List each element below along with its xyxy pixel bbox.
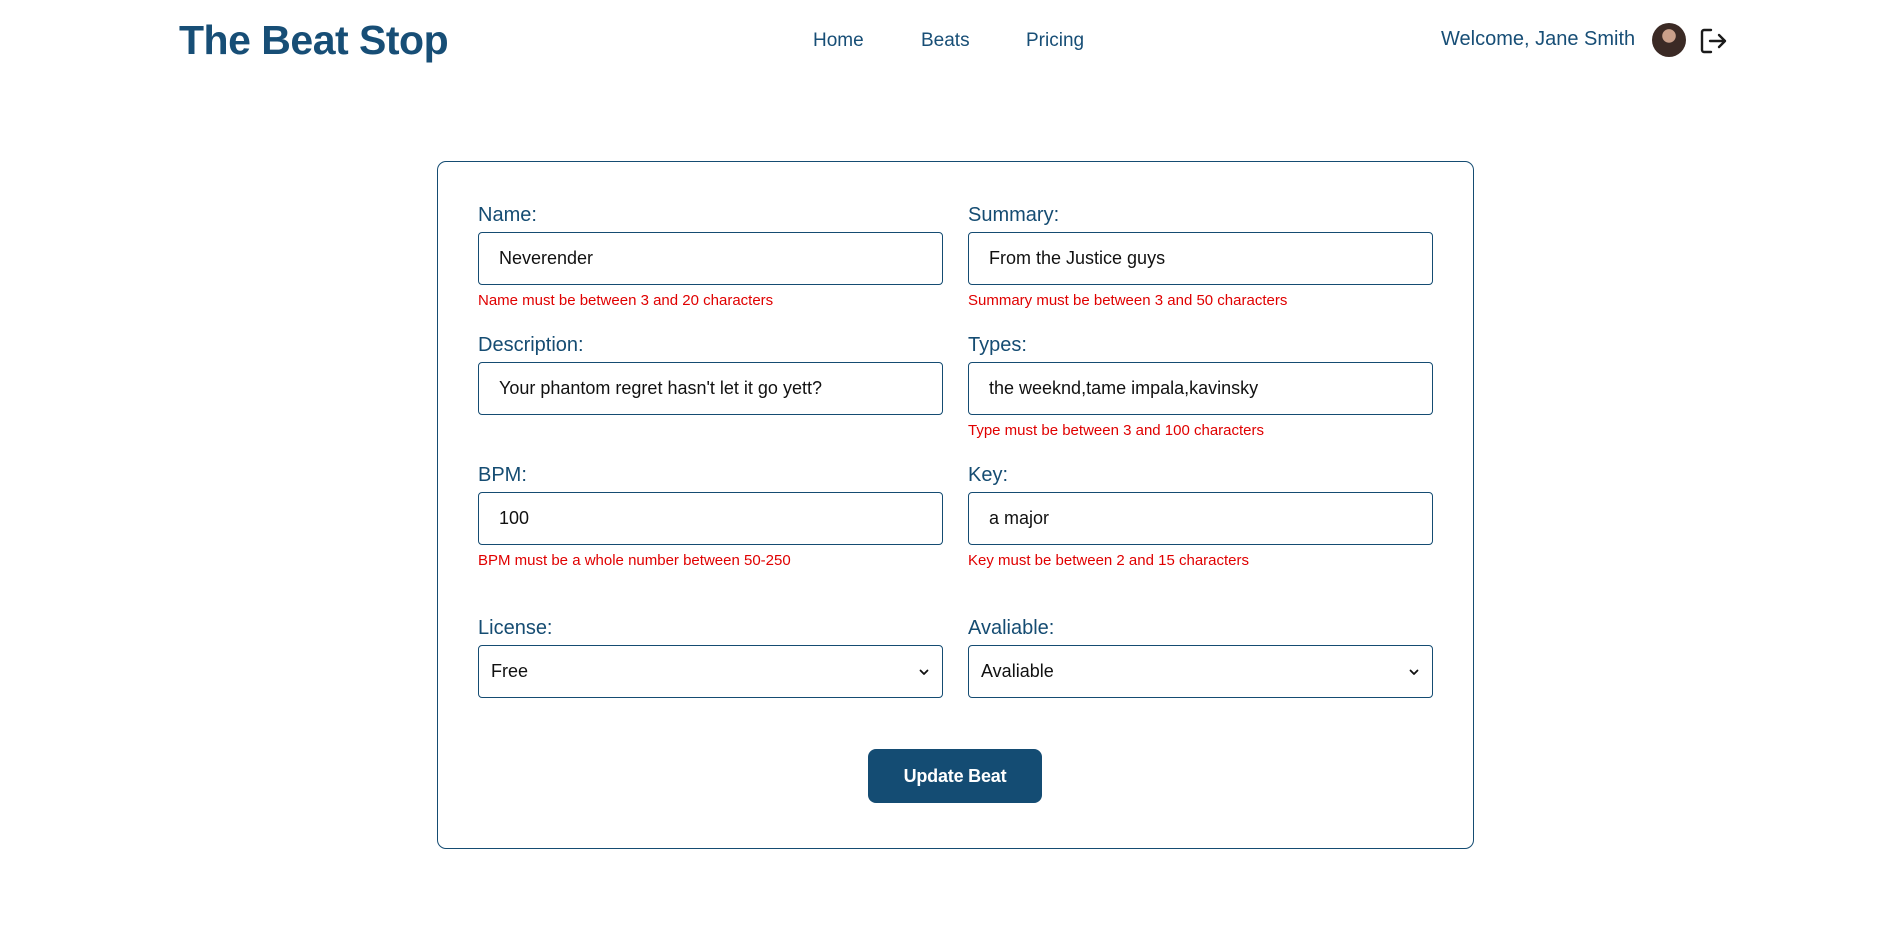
top-nav	[0, 0, 1898, 82]
user-avatar[interactable]	[1652, 23, 1686, 57]
types-error: Type must be between 3 and 100 characters	[968, 422, 1265, 439]
summary-field	[968, 204, 1433, 312]
key-input[interactable]: a major	[968, 492, 1433, 545]
license-field	[478, 617, 943, 698]
key-error: Key must be between 2 and 15 characters	[968, 552, 1250, 569]
description-label: Description:	[478, 334, 584, 356]
logout-icon[interactable]	[1697, 24, 1731, 58]
available-label: Avaliable:	[968, 617, 1055, 639]
edit-beat-form	[437, 161, 1474, 849]
chevron-down-icon	[918, 666, 930, 678]
license-selected-value: Free	[491, 661, 529, 681]
description-field	[478, 334, 943, 415]
available-selected-value: Avaliable	[981, 661, 1054, 681]
name-field	[478, 204, 943, 312]
chevron-down-icon	[1408, 666, 1420, 678]
update-beat-button[interactable]: Update Beat	[868, 749, 1042, 803]
types-field	[968, 334, 1433, 442]
key-field	[968, 464, 1433, 572]
nav-beats-link[interactable]: Beats	[921, 30, 970, 51]
name-label: Name:	[478, 204, 537, 226]
bpm-field	[478, 464, 943, 572]
site-logo[interactable]: The Beat Stop	[179, 17, 449, 63]
summary-label: Summary:	[968, 204, 1060, 226]
available-select[interactable]	[968, 645, 1433, 698]
license-select[interactable]	[478, 645, 943, 698]
nav-pricing-link[interactable]: Pricing	[1026, 30, 1085, 51]
welcome-text: Welcome, Jane Smith	[1441, 28, 1636, 50]
bpm-input[interactable]: 100	[478, 492, 943, 545]
types-label: Types:	[968, 334, 1027, 356]
nav-home-link[interactable]: Home	[813, 30, 864, 51]
bpm-error: BPM must be a whole number between 50-250	[478, 552, 791, 569]
name-error: Name must be between 3 and 20 characters	[478, 292, 774, 309]
bpm-label: BPM:	[478, 464, 527, 486]
description-input[interactable]: Your phantom regret hasn't let it go yett?	[478, 362, 943, 415]
summary-error: Summary must be between 3 and 50 characters	[968, 292, 1288, 309]
key-label: Key:	[968, 464, 1009, 486]
available-field	[968, 617, 1433, 698]
types-input[interactable]: the weeknd,tame impala,kavinsky	[968, 362, 1433, 415]
summary-input[interactable]: From the Justice guys	[968, 232, 1433, 285]
name-input[interactable]: Neverender	[478, 232, 943, 285]
license-label: License:	[478, 617, 553, 639]
